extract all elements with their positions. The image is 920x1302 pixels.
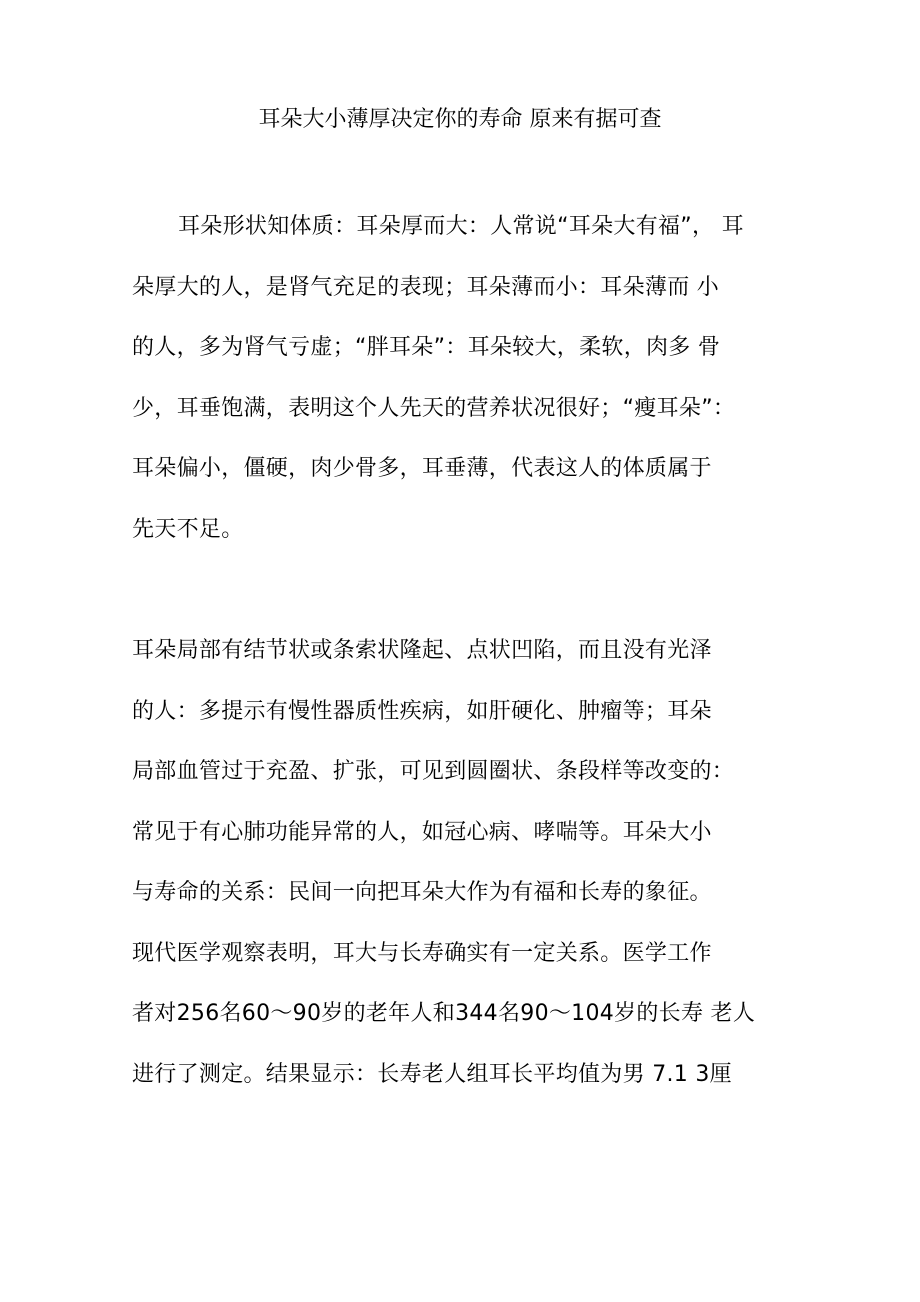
paragraph-line: 常见于有心肺功能异常的人，如冠心病、哮喘等。耳朵大小: [132, 819, 712, 845]
paragraph-line: 先天不足。: [132, 516, 244, 542]
paragraph-line: 耳朵局部有结节状或条索状隆起、点状凹陷，而且没有光泽: [132, 638, 712, 663]
paragraph-line: 与寿命的关系：民间一向把耳朵大作为有福和长寿的象征。: [132, 880, 712, 905]
paragraph-line: 现代医学观察表明，耳大与长寿确实有一定关系。医学工作: [132, 940, 712, 966]
paragraph-line: 的人，多为肾气亏虚；“胖耳朵”：耳朵较大，柔软，肉多 骨: [132, 335, 721, 360]
paragraph-line: 耳朵偏小，僵硬，肉少骨多，耳垂薄，代表这人的体质属于: [132, 456, 712, 481]
paragraph-line: 局部血管过于充盈、扩张，可见到圆圈状、条段样等改变的：: [132, 759, 735, 784]
paragraph-line: 的人：多提示有慢性器质性疾病，如肝硬化、肿瘤等；耳朵: [132, 698, 712, 724]
paragraph-line: 朵厚大的人，是肾气充足的表现；耳朵薄而小：耳朵薄而 小: [132, 274, 720, 300]
paragraph-line: 耳朵形状知体质：耳朵厚而大：人常说“耳朵大有福”， 耳: [178, 214, 744, 239]
document-title: 耳朵大小薄厚决定你的寿命 原来有据可查: [258, 107, 662, 132]
paragraph-line: 进行了测定。结果显示：长寿老人组耳长平均值为男 7.1 3厘: [132, 1061, 732, 1087]
paragraph-line: 者对256名60～90岁的老年人和344名90～104岁的长寿 老人: [132, 1001, 756, 1026]
paragraph-ear-shape-constitution: [132, 207, 802, 570]
paragraph-line: 少，耳垂饱满，表明这个人先天的营养状况很好；“瘦耳朵”：: [132, 395, 736, 421]
paragraph-ear-local-signs-longevity: [132, 631, 802, 1115]
